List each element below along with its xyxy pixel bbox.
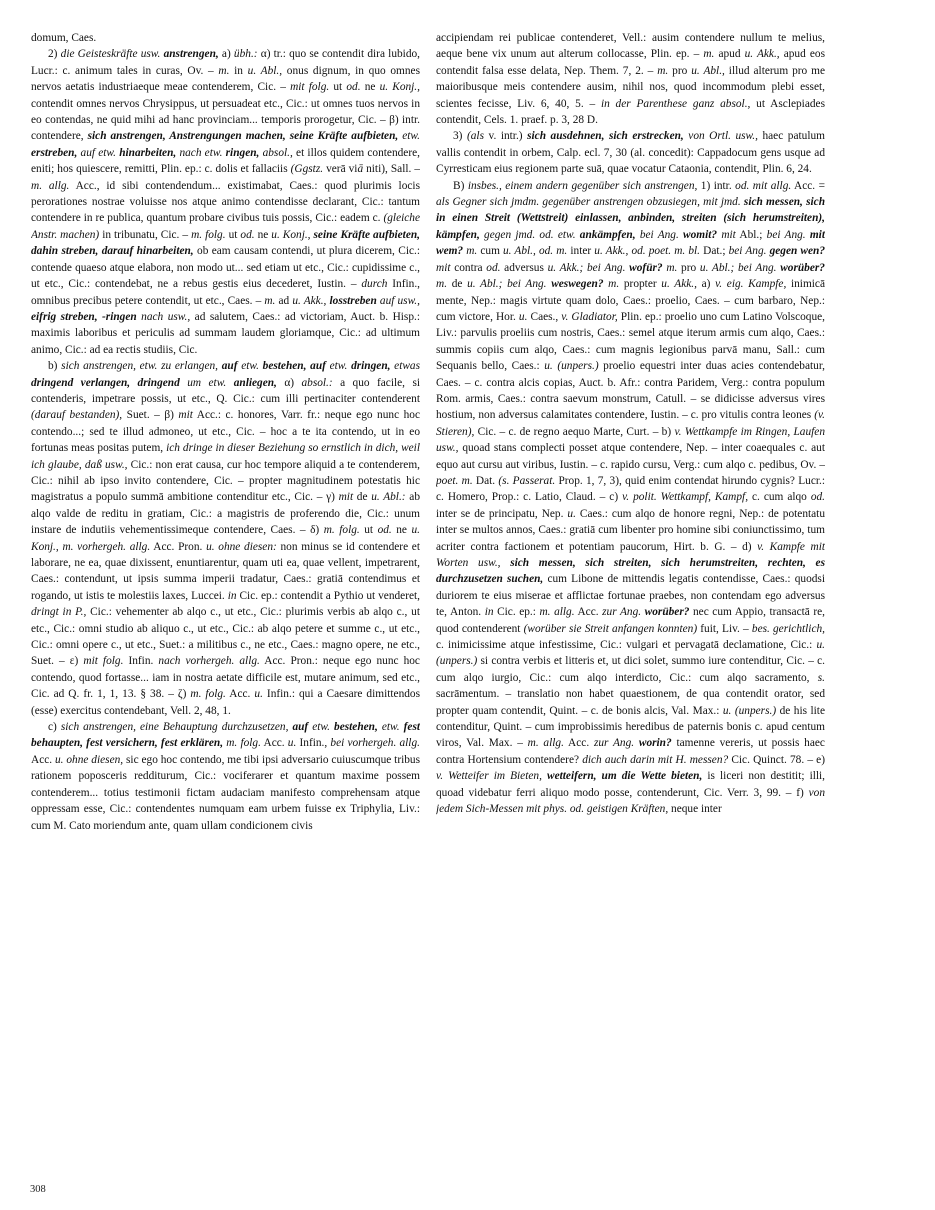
entry-paragraph: b) sich anstrengen, etw. zu erlangen, auf etw. bestehen, auf etw. dringen, etwas dringend verlangen, dringend um etw. anliegen, α) absol.: a quo facile, si contenderis, impetrare possis, ut etc., Q. Cic.: cum illi pertinaciter contenderent (darauf bestanden), Suet. – β) mit Acc.: c. honores, Varr. fr.: neque ego nunc hoc contendo...; sed te illud admoneo, ut etc., Cic. – hoc a te ita contendo, ut in eo fortunas meas positas putem, ich dringe in dieser Beziehung so ernstlich in dich, weil ich glaube, daß usw., Cic.: non erat causa, cur hoc tempore aliquid a te contenderem, Cic.: nihil ab ipso invito contendere, Cic. – propter magnitudinem potestatis hic magistratus a populo summā ambitione contenditur etc., Cic. – γ) mit de u. Abl.: ab alqo valde de reditu in gratiam, Cic.: a magistris de proferendo die, Cic.: unum instare de indutiis vehementissimeque contendere, Caes. – δ) m. folg. ut od. ne u. Konj., m. vorhergeh. allg. Acc. Pron. u. ohne diesen: non minus se id contendere et laborare, ne ea, quae dixissent, enuntiarentur, quam uti ea, quae vellent, impetrarent, Caes.: contendunt, ut ipsis summa imperii tradatur, Caes.: gratiā contendimus et rogando, ut istis te molestiis laxes, Luccei. in Cic. ep.: contendit a Pythio ut venderet, dringt in P., Cic.: vehementer ab alqo c., ut etc., Cic.: plurimis verbis ab alqo c., ut etc., Cic.: omni studio ab aliquo c., ut etc., Cic.: ab alqo petere et summe c., ut etc., Cic.: omni opere c., ut etc., Suet.: a militibus c., ne etc., Caes.: magno opere, ne etc., Suet. – ε) mit folg. Infin. nach vorhergeh. allg. Acc. Pron.: neque ego nunc hoc contendo, quod fortasse... iam in nostra aetate difficile est, mutare animum, sed etc., Cic. ad Q. fr. 1, 1, 13. § 38. – ζ) m. folg. Acc. u. Infin.: qui a Caesare dimittendos (esse) exercitus contendebant, Vell. 2, 48, 1. (31, 360, 420, 717)
page-number: 308 (30, 1184, 46, 1195)
entry-paragraph: 2) die Geisteskräfte usw. anstrengen, a) übh.: α) tr.: quo se contendit dira lubido, Lucr.: c. animum tales in curas, Ov. – m. in u. Abl., onus dignum, in quo omnes nervos aetatis industriaeque meae contenderem, Cic. – mit folg. ut od. ne u. Konj., contendit omnes nervos Chrysippus, ut persuadeat etc., Cic.: ut omnes tuos nervos in eo contendas, ne quid mihi ad hanc provinciam... temporis prorogetur, Cic. – β) intr. contendere, sich anstrengen, Anstrengungen machen, seine Kräfte aufbieten, etw. erstreben, auf etw. hinarbeiten, nach etw. ringen, absol., et illos quidem contendere, eniti; hos quiescere, remitti, Plin. ep.: c. dolis et fallaciis (Ggstz. verā viā niti), Sall. – m. allg. Acc., id sibi contendendum... existimabat, Caes.: quod plurimis locis perorationes nostrae voluisse nos atque animo contendisse declarant, Cic.: tantum contendere in re publica, quantum probare civibus tuis possis, Cic.: eadem c. (gleiche Anstr. machen) in tribunatu, Cic. – m. folg. ut od. ne u. Konj., seine Kräfte aufbieten, dahin streben, darauf hinarbeiten, ob eam causam contendi, ut plura dicerem, Cic.: contende quaeso atque elabora, non modo ut... sed etiam ut etc., Cic.: cupidissime c., ut etc., Cic.: contendebat, ne a rebus gestis eius decederet, Iustin. – durch Infin., omnibus precibus petere contendit, ut etc., Caes. – m. ad u. Akk., losstreben auf usw., eifrig streben, -ringen nach usw., ad salutem, Caes.: ad victoriam, Auct. b. Hisp.: maximis laboribus et periculis ad summam laudem gloriamque, Cic.: ad ultimum animo, Cic.: ad ea rectis studiis, Cic. (31, 48, 420, 356)
right-column (436, 30, 825, 1170)
entry-paragraph: c) sich anstrengen, eine Behauptung durchzusetzen, auf etw. bestehen, etw. fest behaupten, fest versichern, fest erklären, m. folg. Acc. u. Infin., bei vorhergeh. allg. Acc. u. ohne diesen, sic ego hoc contendo, me tibi ipsi adversario cuiuscumque tribus rationem poposceris redditurum, Cic.: vociferarer et quantum maxime possem contenderem... totius testimonii fictam audaciam manifesto comprehensam atque oppressam esse, Cic.: contendentes numquam eam urbem fuisse ex Triphylia, Liv.: cum M. Cato moriendum ante, quam ullam condicionem civis (31, 721, 420, 832)
entry-paragraph: accipiendam rei publicae contenderet, Vell.: ausim contendere nullum te melius, aeque bene vix unum aut alterum collocasse, Plin. ep. – m. apud u. Akk., apud eos contendit falsa esse delata, Nep. Them. 7, 2. – m. pro u. Abl., illud alterum pro me maioribusque meis contendere ausim, nihil nos, quod incommodum plebi esset, scientes fecisse, Liv. 6, 40, 5. – in der Parenthese ganz absol., ut Asclepiades contendit, Cels. 1. praef. p. 3, 28 D. (436, 32, 825, 127)
left-column (31, 30, 420, 1170)
entry-paragraph: B) insbes., einem andern gegenüber sich anstrengen, 1) intr. od. mit allg. Acc. = als Gegner sich jmdm. gegenüber anstrengen obzusiegen, mit jmd. sich messen, sich in einen Streit (Wettstreit) einlassen, anbinden, streiten (sich herumstreiten), kämpfen, gegen jmd. od. etw. ankämpfen, bei Ang. womit? mit Abl.; bei Ang. mit wem? m. cum u. Abl., od. m. inter u. Akk., od. poet. m. bl. Dat.; bei Ang. gegen wen? mit contra od. adversus u. Akk.; bei Ang. wofür? m. pro u. Abl.; bei Ang. worüber? m. de u. Abl.; bei Ang. weswegen? m. propter u. Akk., a) v. eig. Kampfe, inimicā mente, Nep.: magis virtute quam dolo, Caes.: proelio, Caes. – cum barbaro, Nep.: cum victore, Hor. u. Caes., v. Gladiator, Plin. ep.: proelio uno cum Latino Volscoque, Liv.: parvulis proeliis cum nostris, Caes.: semel atque iterum armis cum alqo, Caes.: summis copiis cum alqo, Caes.: cum magnis legionibus parvā manu, Sall.: cum Sequanis bello, Caes.: u. (unpers.) proelio equestri inter duas acies contendebatur, Caes. – c. contra alcis copias, Auct. b. Afr.: contra Paridem, Verg.: contra populum Rom. armis, Caes.: contra saevum monstrum, Catull. – se didicisse adversus vires hostium, non adversus calamitates contendere, Iustin. – c. pro vitulis contra leones (v. Stieren), Cic. – c. de regno aequo Marte, Curt. – b) v. Wettkampfe im Ringen, Laufen usw., quoad stans complecti posset atque contendere, Nep. – inter coaequales c. aut equo aut cursu aut viribus, Iustin. – c. rapido cursu, Verg.: cum alqo c. pedibus, Ov. – poet. m. Dat. (s. Passerat. Prop. 1, 7, 3), quid enim contendat hirundo cygnis? Lucr.: c. Homero, Prop.: c. Latio, Claud. – c) v. polit. Wettkampf, Kampf, c. cum alqo od. inter se de principatu, Nep. u. Caes.: cum alqo de honore regni, Nep.: de potentatu inter se multos annos, Caes.: gratiā cum libenter pro homine sibi coniunctissimo, tum acriter contra factionem et potentiam paucorum, Hirt. b. G. – d) v. Kampfe mit Worten usw., sich messen, sich streiten, sich herumstreiten, rechten, es durchzusetzen suchen, cum Libone de mittendis legatis contendisse, Caes.: quodsi duriorem te eius miserae et afflictae fortunae praebes, non contendam ego adversus te, Anton. in Cic. ep.: m. allg. Acc. zur Ang. worüber? nec cum Appio, transactā re, quod contenderent (worüber sie Streit anfangen konnten) fuit, Liv. – bes. gerichtlich, c. inimicissime atque infestissime, Cic.: vulgari et pervagatā declamatione, Cic.: u. (unpers.) si contra verbis et litteris et, ut dici solet, summo iure contenditur, Cic. – c. cum alqo iurgio, Cic.: cum alqo interdicto, Cic.: cum alqo sacramento, s. sacrāmentum. – translatio non habet quaestionem, de qua contendit orator, sed propter quam contendit, Quint. – c. de bonis alcis, Val. Max.: u. (unpers.) de his lite contenditur, Quint. – cum improbissimis heredibus de paternis bonis c. apud centum viros, Val. Max. – m. allg. Acc. zur Ang. worin? tamenne vereris, ut possis haec contra Hortensium contendere? dich auch darin mit H. messen? Cic. Quinct. 78. – e) v. Wetteifer im Bieten, wetteifern, um die Wette bieten, is liceri non destitit; illi, quoad videbatur ferri aliquo modo posse, contenderunt, Cic. Verr. 3, 99. – f) von jedem Sich-Messen mit phys. od. geistigen Kräften, neque inter (436, 179, 825, 816)
entry-paragraph: 3) (als v. intr.) sich ausdehnen, sich erstrecken, von Ortl. usw., haec patulum vallis contendit in orbem, Calp. ecl. 7, 30 (al. concedit): Cappadocum gens usque ad Cyrresticam eius regionem parte suā, quae vocatur Cataonia, contendit, Plin. 6, 24. (436, 130, 825, 176)
entry-paragraph: domum, Caes. (31, 32, 97, 44)
